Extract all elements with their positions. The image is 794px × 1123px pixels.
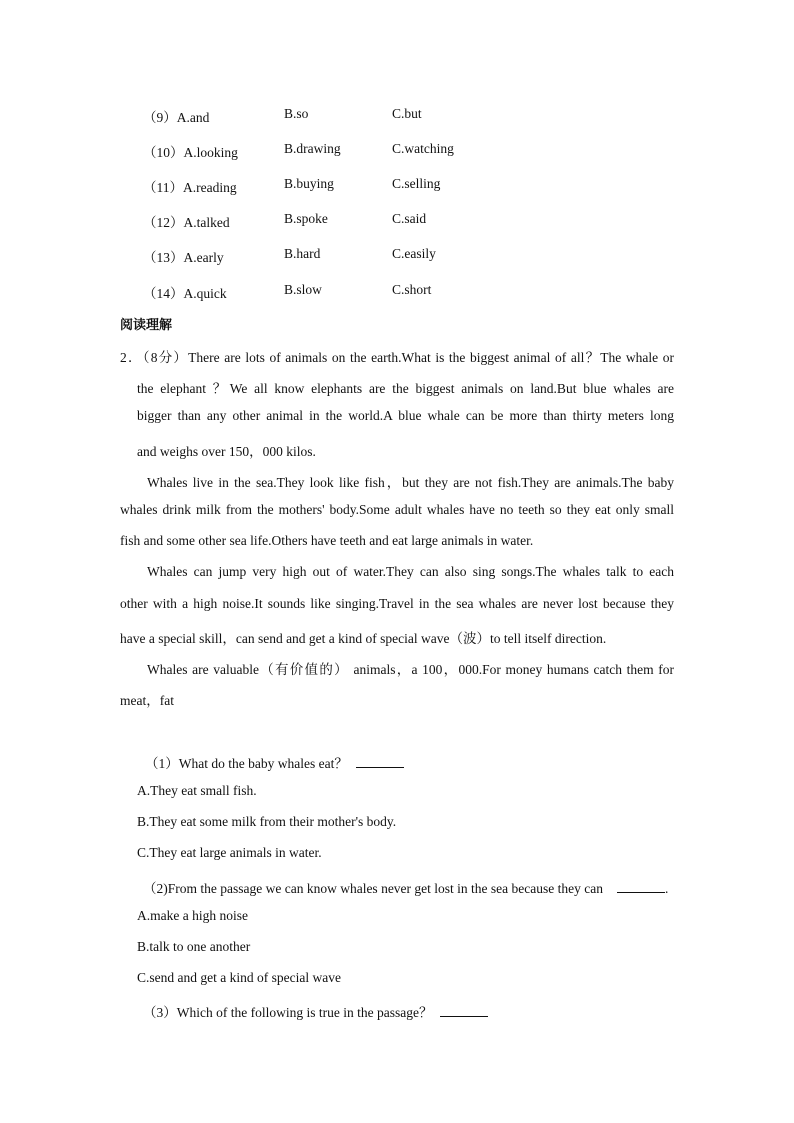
- option-c: C.easily: [392, 246, 436, 261]
- option-c: C.said: [392, 211, 427, 226]
- option-b: B.spoke: [284, 211, 328, 226]
- option-row-11: [143, 176, 643, 196]
- choice-c: C.send and get a kind of special wave: [137, 970, 341, 985]
- question-3: [143, 1001, 488, 1021]
- answer-blank[interactable]: [617, 880, 665, 893]
- choice-a: A.They eat small fish.: [137, 783, 257, 798]
- answer-blank[interactable]: [356, 755, 404, 768]
- option-a: （13）A.early: [143, 250, 224, 265]
- passage-line: meat，fat: [120, 693, 174, 708]
- question-text: （1）What do the baby whales eat？: [145, 756, 348, 771]
- option-c: C.selling: [392, 176, 441, 191]
- option-a: （11）A.reading: [143, 180, 237, 195]
- passage-line: Whales can jump very high out of water.They can also sing songs.The whales talk to each: [147, 564, 674, 579]
- option-b: B.hard: [284, 246, 321, 261]
- option-c: C.watching: [392, 141, 454, 156]
- option-b: B.buying: [284, 176, 334, 191]
- question-1: [145, 752, 404, 772]
- passage-line: fish and some other sea life.Others have teeth and eat large animals in water.: [120, 533, 534, 548]
- passage-line: Whales live in the sea.They look like fish，but they are not fish.They are animals.The baby: [147, 475, 674, 490]
- option-row-12: [143, 211, 643, 231]
- option-row-13: [143, 246, 643, 266]
- choice-a: A.make a high noise: [137, 908, 248, 923]
- question-2: [143, 877, 668, 897]
- option-c: C.but: [392, 106, 422, 121]
- passage-line: other with a high noise.It sounds like singing.Travel in the sea whales are never lost because they: [120, 596, 674, 611]
- passage-line: whales drink milk from the mothers' body.Some adult whales have no teeth so they eat only small: [120, 502, 674, 517]
- answer-blank[interactable]: [440, 1004, 488, 1017]
- option-a: （12）A.talked: [143, 215, 230, 230]
- passage-line: the elephant ？We all know elephants are the biggest animals on land.But blue whales are: [137, 381, 674, 396]
- option-c: C.short: [392, 282, 432, 297]
- option-a: （14）A.quick: [143, 286, 227, 301]
- option-a: （9）A.and: [143, 110, 210, 125]
- passage-line: and weighs over 150，000 kilos.: [137, 444, 316, 459]
- passage-line: 2．（8分）There are lots of animals on the earth.What is the biggest animal of all？The whale or: [120, 350, 674, 365]
- option-b: B.slow: [284, 282, 322, 297]
- passage-line: have a special skill，can send and get a kind of special wave（波）to tell itself direction.: [120, 631, 607, 646]
- passage-line: Whales are valuable（有价值的） animals，a 100，000.For money humans catch them for: [147, 662, 674, 677]
- question-text: （3）Which of the following is true in the passage？: [143, 1005, 433, 1020]
- option-b: B.so: [284, 106, 309, 121]
- option-b: B.drawing: [284, 141, 341, 156]
- option-a: （10）A.looking: [143, 145, 238, 160]
- choice-b: B.They eat some milk from their mother's body.: [137, 814, 397, 829]
- option-row-14: [143, 282, 643, 302]
- question-text: （2)From the passage we can know whales never get lost in the sea because they can: [143, 881, 603, 896]
- section-title: 阅读理解: [120, 318, 173, 333]
- passage-line: bigger than any other animal in the world.A blue whale can be more than thirty meters long: [137, 408, 674, 423]
- choice-b: B.talk to one another: [137, 939, 251, 954]
- option-row-9: [143, 106, 643, 126]
- question-end-punct: .: [664, 881, 669, 896]
- option-row-10: [143, 141, 643, 161]
- choice-c: C.They eat large animals in water.: [137, 845, 322, 860]
